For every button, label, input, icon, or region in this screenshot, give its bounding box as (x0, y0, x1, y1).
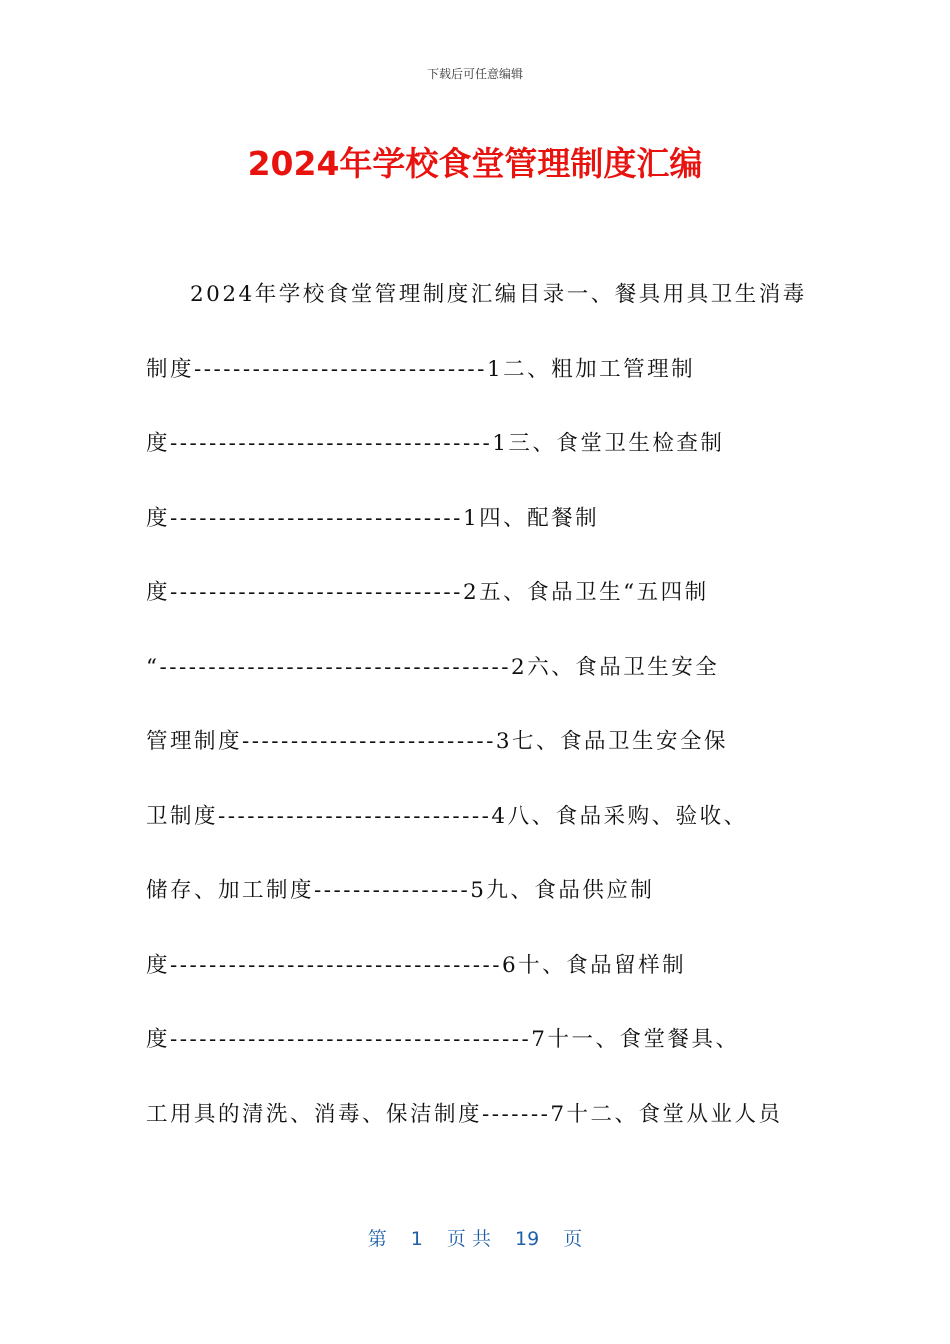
page-footer (0, 1226, 950, 1252)
page-prefix: 第 (367, 1228, 387, 1250)
body-line: 制度------------------------------1二、粗加工管理制 (146, 356, 696, 382)
body-line: “------------------------------------2六、食品卫生安全 (146, 654, 720, 680)
page-total: 19 (515, 1228, 540, 1250)
page-mid: 页 共 (446, 1228, 491, 1250)
body-line: 储存、加工制度----------------5九、食品供应制 (146, 878, 655, 903)
body-line: 2024年学校食堂管理制度汇编目录一、餐具用具卫生消毒 (190, 282, 807, 307)
body-line: 工用具的清洗、消毒、保洁制度-------7十二、食堂从业人员 (146, 1101, 783, 1127)
body-line: 度------------------------------1四、配餐制 (146, 505, 600, 531)
document-title: 2024年学校食堂管理制度汇编 (247, 144, 703, 183)
page-suffix: 页 (563, 1228, 583, 1250)
body-line: 度----------------------------------6十、食品留样制 (146, 952, 687, 978)
body-line: 卫制度----------------------------4八、食品采购、验收、 (146, 803, 748, 829)
body-line: 度------------------------------2五、食品卫生“五四制 (146, 580, 709, 605)
document-body (146, 270, 826, 1164)
page-number: 1 (410, 1228, 423, 1250)
header-note: 下载后可任意编辑 (426, 67, 523, 81)
body-line: 度-------------------------------------7十一、食堂餐具、 (146, 1027, 740, 1052)
body-line: 管理制度--------------------------3七、食品卫生安全保 (146, 729, 729, 754)
body-line: 度---------------------------------1三、食堂卫生检查制 (146, 431, 725, 456)
